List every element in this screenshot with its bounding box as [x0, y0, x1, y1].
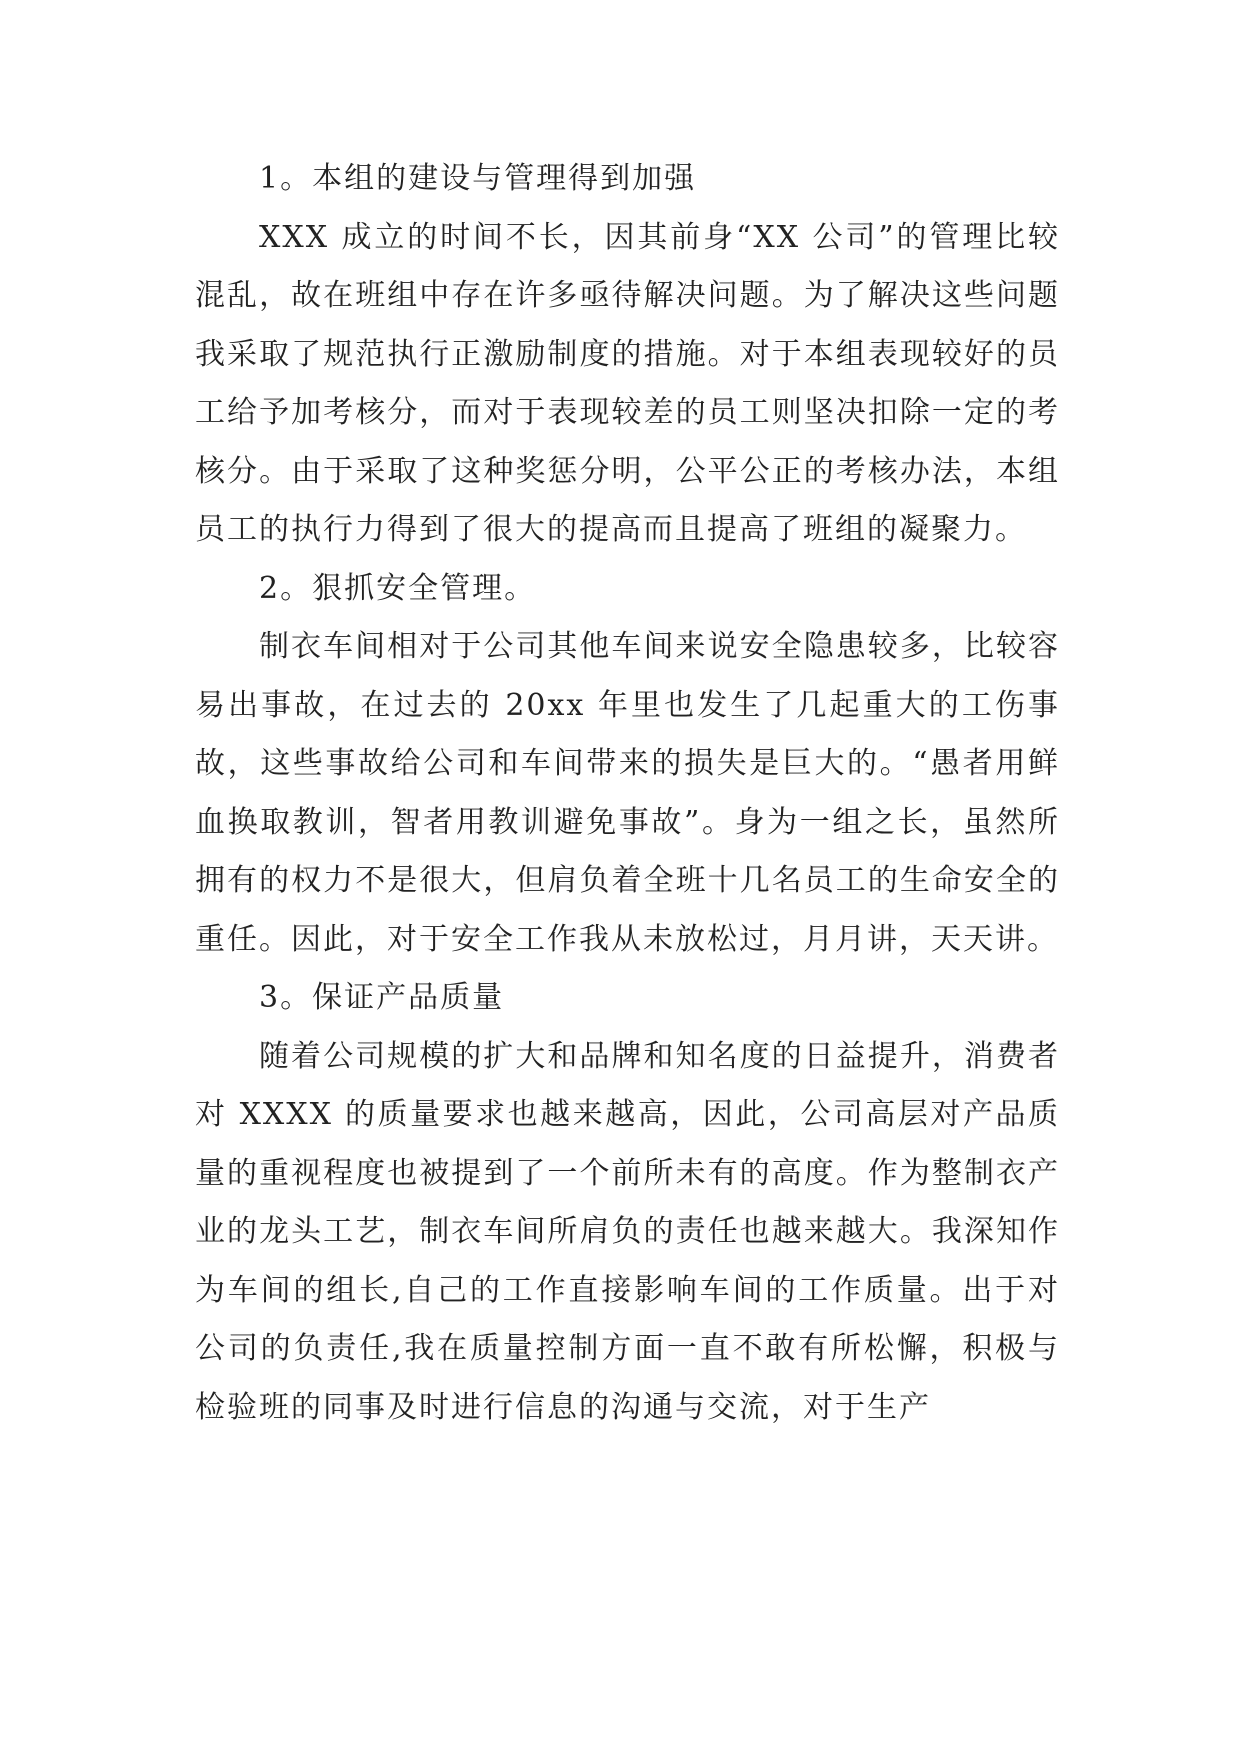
document-page — [195, 150, 1060, 1437]
heading-3: 3。保证产品质量 — [259, 980, 505, 1015]
paragraph-1: XXX 成立的时间不长，因其前身“XX 公司”的管理比较混乱，故在班组中存在许多亟待解决问题。为了解决这些问题我采取了规范执行正激励制度的措施。对于本组表现较好的员工给予加考核分，而对于表现较差的员工则坚决扣除一定的考核分。由于采取了这种奖惩分明，公平公正的考核办法，本组员工的执行力得到了很大的提高而且提高了班组的凝聚力。 — [195, 219, 1060, 547]
paragraph-3: 随着公司规模的扩大和品牌和知名度的日益提升，消费者对 XXXX 的质量要求也越来越高，因此，公司高层对产品质量的重视程度也被提到了一个前所未有的高度。作为整制衣产业的龙头工艺，制衣车间所肩负的责任也越来越大。我深知作为车间的组长,自己的工作直接影响车间的工作质量。出于对公司的负责任,我在质量控制方面一直不敢有所松懈，积极与检验班的同事及时进行信息的沟通与交流，对于生产 — [195, 1038, 1060, 1425]
heading-1: 1。本组的建设与管理得到加强 — [259, 161, 697, 196]
heading-2: 2。狠抓安全管理。 — [259, 570, 537, 606]
paragraph-2: 制衣车间相对于公司其他车间来说安全隐患较多，比较容易出事故，在过去的 20xx 年里也发生了几起重大的工伤事故，这些事故给公司和车间带来的损失是巨大的。“愚者用鲜血换取教训，智者用教训避免事故”。身为一组之长，虽然所拥有的权力不是很大，但肩负着全班十几名员工的生命安全的重任。因此，对于安全工作我从未放松过，月月讲，天天讲。 — [195, 629, 1060, 957]
